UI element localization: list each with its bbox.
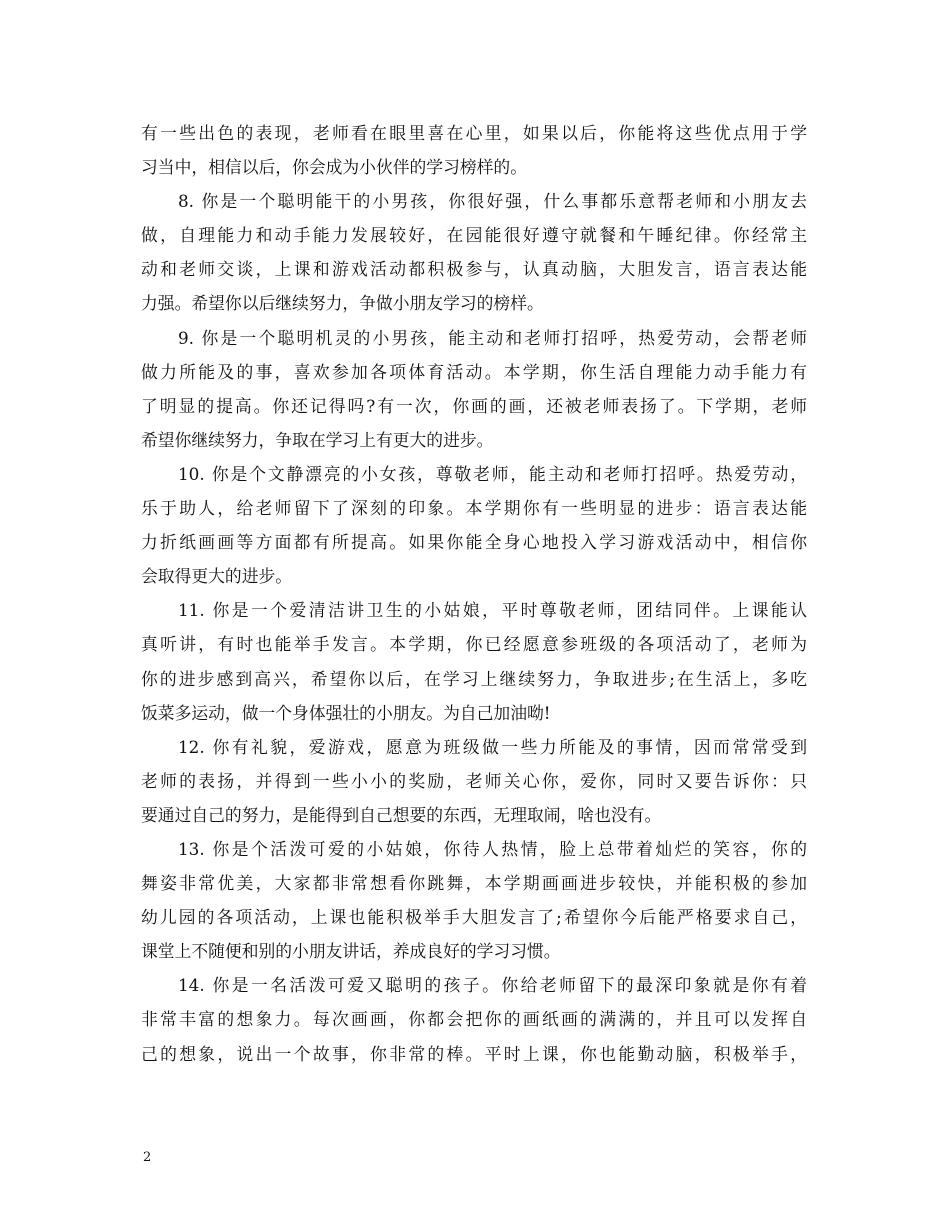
paragraph xyxy=(141,730,807,832)
text-line: 力强。希望你以后继续努力，争做小朋友学习的榜样。 xyxy=(141,293,544,314)
paragraph xyxy=(141,184,807,320)
document-body xyxy=(141,116,807,1071)
text-line: 力折纸画画等方面都有所提高。如果你能全身心地投入学习游戏活动中，相信你 xyxy=(141,532,807,553)
text-line: 幼儿园的各项活动，上课也能积极举手大胆发言了;希望你今后能严格要求自己， xyxy=(141,907,807,928)
text-line: 动和老师交谈，上课和游戏活动都积极参与，认真动脑，大胆发言，语言表达能 xyxy=(141,259,807,280)
text-line: 乐于助人，给老师留下了深刻的印象。本学期你有一些明显的进步：语言表达能 xyxy=(141,498,807,519)
paragraph xyxy=(141,321,807,457)
text-line: 12. 你有礼貌，爱游戏，愿意为班级做一些力所能及的事情，因而常常受到 xyxy=(178,736,807,757)
page-number: 2 xyxy=(143,1150,152,1165)
paragraph xyxy=(141,593,807,729)
text-line: 课堂上不随便和别的小朋友讲话，养成良好的学习习惯。 xyxy=(141,941,561,962)
text-line: 8. 你是一个聪明能干的小男孩，你很好强，什么事都乐意帮老师和小朋友去 xyxy=(178,191,807,212)
text-line: 做力所能及的事，喜欢参加各项体育活动。本学期，你生活自理能力动手能力有 xyxy=(141,361,807,382)
text-line: 你的进步感到高兴，希望你以后，在学习上继续努力，争取进步;在生活上，多吃 xyxy=(141,668,807,689)
text-line: 真听讲，有时也能举手发言。本学期，你已经愿意参班级的各项活动了，老师为 xyxy=(141,634,807,655)
text-line: 要通过自己的努力，是能得到自己想要的东西，无理取闹，啥也没有。 xyxy=(141,804,662,825)
text-line: 舞姿非常优美，大家都非常想看你跳舞，本学期画画进步较快，并能积极的参加 xyxy=(141,873,807,894)
text-line: 10. 你是个文静漂亮的小女孩，尊敬老师，能主动和老师打招呼。热爱劳动， xyxy=(178,463,807,484)
text-line: 会取得更大的进步。 xyxy=(141,566,293,587)
paragraph xyxy=(141,968,807,1070)
text-line: 11. 你是一个爱清洁讲卫生的小姑娘，平时尊敬老师，团结同伴。上课能认 xyxy=(178,600,807,621)
text-line: 老师的表扬，并得到一些小小的奖励，老师关心你，爱你，同时又要告诉你：只 xyxy=(141,770,807,791)
text-line: 非常丰富的想象力。每次画画，你都会把你的画纸画的满满的，并且可以发挥自 xyxy=(141,1009,807,1030)
text-line: 做，自理能力和动手能力发展较好，在园能很好遵守就餐和午睡纪律。你经常主 xyxy=(141,225,807,246)
text-line: 了明显的提高。你还记得吗?有一次，你画的画，还被老师表扬了。下学期，老师 xyxy=(141,395,807,416)
text-line: 希望你继续努力，争取在学习上有更大的进步。 xyxy=(141,429,494,450)
paragraph xyxy=(141,457,807,593)
text-line: 14. 你是一名活泼可爱又聪明的孩子。你给老师留下的最深印象就是你有着 xyxy=(178,975,807,996)
text-line: 习当中，相信以后，你会成为小伙伴的学习榜样的。 xyxy=(141,157,527,178)
text-line: 13. 你是个活泼可爱的小姑娘，你待人热情，脸上总带着灿烂的笑容，你的 xyxy=(178,838,807,859)
text-line: 饭菜多运动，做一个身体强壮的小朋友。为自己加油呦! xyxy=(141,702,551,723)
text-line: 9. 你是一个聪明机灵的小男孩，能主动和老师打招呼，热爱劳动，会帮老师 xyxy=(178,327,807,348)
text-line: 己的想象，说出一个故事，你非常的棒。平时上课，你也能勤动脑，积极举手， xyxy=(141,1043,807,1064)
paragraph xyxy=(141,832,807,968)
text-line: 有一些出色的表现，老师看在眼里喜在心里，如果以后，你能将这些优点用于学 xyxy=(141,123,807,143)
paragraph xyxy=(141,116,807,184)
